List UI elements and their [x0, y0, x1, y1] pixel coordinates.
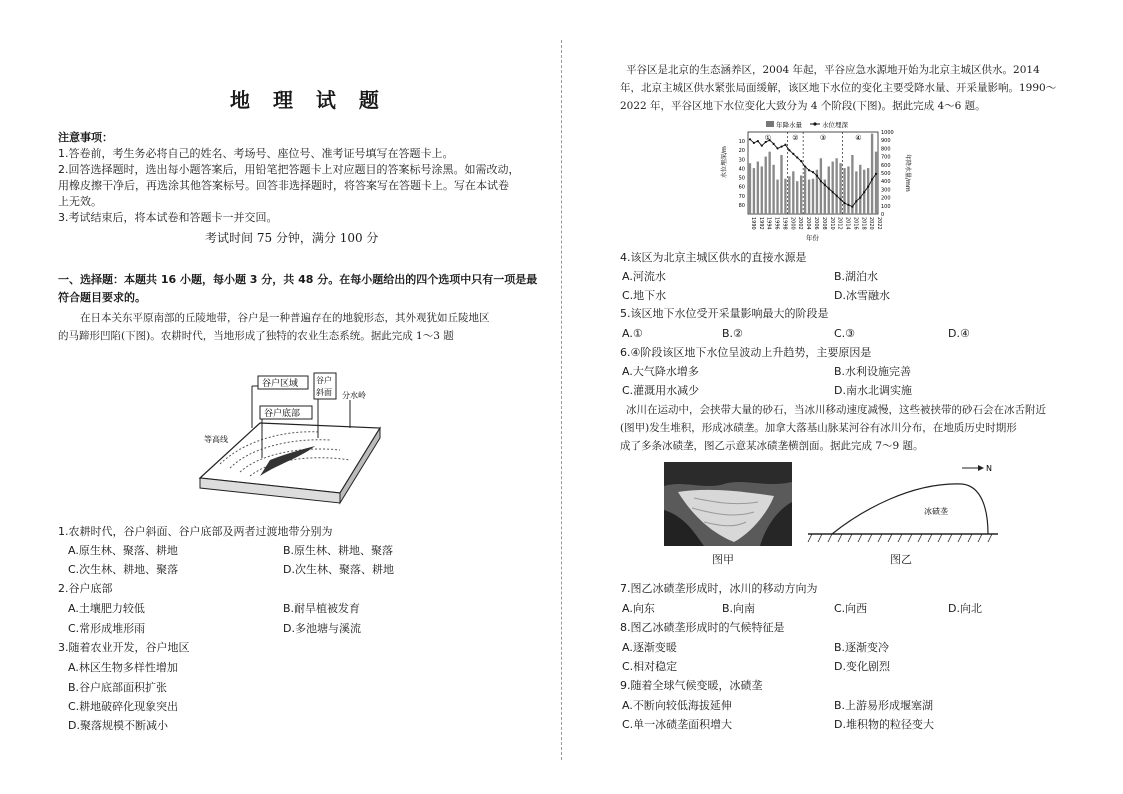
legend-depth: 水位埋深 [822, 121, 848, 129]
x-tick-label: 2002 [797, 217, 804, 230]
left-tick-label: 10 [738, 139, 745, 146]
depth-point [804, 166, 806, 168]
right-tick-label: 800 [881, 146, 891, 153]
x-tick-label: 2004 [805, 217, 812, 230]
exam-info: 考试时间 75 分钟，满分 100 分 [205, 231, 379, 245]
x-tick-label: 2016 [852, 217, 859, 230]
precip-bar [768, 152, 770, 214]
label-contour: 等高线 [204, 435, 228, 444]
photo-caption: 图甲 [712, 553, 734, 566]
label-watershed: 分水岭 [342, 391, 366, 400]
groundwater-chart [720, 118, 910, 243]
depth-point [847, 204, 849, 206]
precip-bar [796, 181, 798, 214]
precip-bar [784, 179, 786, 214]
precip-bar [835, 158, 837, 214]
option-a[interactable]: A.向东 [622, 602, 655, 615]
option-d[interactable]: D.多池塘与溪流 [283, 622, 361, 635]
stage-label: ② [792, 134, 799, 142]
question-stem: 5.该区地下水位受开采量影响最大的阶段是 [620, 307, 829, 320]
x-tick-label: 2012 [836, 217, 843, 230]
depth-point [788, 149, 790, 151]
question-stem: 8.图乙冰碛垄形成时的气候特征是 [620, 621, 785, 634]
option-a[interactable]: A.河流水 [622, 270, 666, 283]
option-a[interactable]: A.逐渐变暖 [622, 641, 677, 654]
x-tick-label: 2008 [820, 217, 827, 230]
precip-bar [875, 152, 877, 214]
precip-bar [812, 179, 814, 214]
precip-bar [757, 162, 759, 214]
option-a[interactable]: A.① [622, 327, 643, 340]
depth-point [816, 175, 818, 177]
right-tick-label: 700 [881, 154, 891, 161]
depth-point [757, 140, 759, 142]
option-d[interactable]: D.聚落规模不断减小 [68, 719, 168, 732]
x-tick-label: 2018 [860, 217, 867, 230]
label-bottom: 谷户底部 [264, 409, 301, 419]
depth-point [863, 191, 865, 193]
profile-label: 冰碛垄 [924, 507, 948, 516]
x-tick-label: 2014 [844, 217, 851, 230]
option-c[interactable]: C.灌溉用水减少 [622, 384, 700, 397]
option-b[interactable]: B.耐旱植被发育 [283, 602, 361, 615]
depth-point [800, 160, 802, 162]
page-title: 地 理 试 题 [230, 88, 387, 112]
notice-line: 上无效。 [58, 195, 102, 208]
intro-line: 冰川在运动中，会挟带大量的砂石，当冰川移动速度减慢，这些被挟带的砂石会在冰舌附近 [626, 404, 1046, 416]
x-tick-label: 2000 [789, 217, 796, 230]
depth-point [773, 143, 775, 145]
precip-bar [820, 158, 822, 214]
left-tick-label: 60 [738, 184, 745, 191]
depth-point [753, 142, 755, 144]
depth-point [824, 184, 826, 186]
section-heading: 符合题目要求的。 [58, 291, 146, 304]
option-c[interactable]: C.相对稳定 [622, 660, 678, 673]
precip-bar [749, 163, 751, 214]
profile-caption: 图乙 [890, 553, 912, 566]
precip-bar [847, 166, 849, 214]
x-tick-label: 1994 [765, 217, 772, 230]
option-a[interactable]: A.林区生物多样性增加 [68, 661, 178, 674]
legend-bar-swatch [766, 121, 774, 127]
depth-point [855, 200, 857, 202]
depth-point [859, 197, 861, 199]
precip-bar [832, 162, 834, 214]
left-tick-label: 20 [738, 148, 745, 155]
precip-bar [800, 175, 802, 214]
left-tick-label: 50 [738, 175, 745, 182]
depth-point [820, 180, 822, 182]
right-tick-label: 400 [881, 179, 891, 186]
legend-line-swatch [813, 122, 816, 125]
option-c[interactable]: C.单一冰碛垄面积增大 [622, 718, 733, 731]
question-stem: 3.随着农业开发，谷户地区 [58, 641, 190, 654]
depth-point [828, 187, 830, 189]
option-a[interactable]: A.大气降水增多 [622, 365, 699, 378]
option-c[interactable]: C.向西 [834, 602, 868, 615]
x-tick-label: 1998 [781, 217, 788, 230]
intro-line: 的马蹄形凹陷(下图)。农耕时代，当地形成了独特的农业生态系统。据此完成 1～3 题 [58, 330, 454, 342]
x-tick-label: 1990 [749, 217, 756, 230]
notice-line: 1.答卷前，考生务必将自己的姓名、考场号、座位号、准考证号填写在答题卡上。 [58, 147, 454, 160]
x-tick-label: 1992 [757, 217, 764, 230]
precip-bar [859, 165, 861, 214]
precip-bar [765, 157, 767, 214]
option-b[interactable]: B.水利设施完善 [834, 365, 912, 378]
y-axis-left-label: 水位埋深/m [721, 146, 728, 178]
option-a[interactable]: A.不断向较低海拔延伸 [622, 699, 732, 712]
yato-figure [190, 368, 390, 508]
option-b[interactable]: B.谷户底部面积扩张 [68, 681, 168, 694]
depth-point [812, 171, 814, 173]
left-tick-label: 40 [738, 166, 745, 173]
depth-point [839, 198, 841, 200]
option-b[interactable]: B.上游易形成堰塞湖 [834, 699, 934, 712]
intro-line: 平谷区是北京的生态涵养区，2004 年起，平谷应急水源地开始为北京主城区供水。2014 [626, 64, 1040, 76]
moraine-profile [802, 460, 1002, 550]
legend-precip: 年降水量 [776, 121, 802, 129]
precip-bar [839, 163, 841, 214]
question-stem: 9.随着全球气候变暖，冰碛垄 [620, 679, 763, 692]
option-c[interactable]: C.常形成堆形雨 [68, 622, 146, 635]
x-tick-label: 1996 [773, 217, 780, 230]
left-tick-label: 80 [738, 202, 745, 209]
depth-point [871, 178, 873, 180]
precip-bar [753, 168, 755, 214]
notice-heading: 注意事项： [58, 131, 113, 144]
intro-line: 在日本关东平原南部的丘陵地带，谷户是一种普遍存在的地貌形态，其外观犹如丘陵地区 [80, 312, 490, 324]
question-stem: 4.该区为北京主城区供水的直接水源是 [620, 251, 807, 264]
depth-point [796, 156, 798, 158]
option-d[interactable]: D.南水北调实施 [834, 384, 912, 397]
question-stem: 1.农耕时代，谷户斜面、谷户底部及两者过渡地带分别为 [58, 525, 333, 538]
option-d[interactable]: D.变化剧烈 [834, 660, 890, 673]
north-label: N [986, 464, 992, 473]
depth-point [792, 153, 794, 155]
option-c[interactable]: C.次生林、耕地、聚落 [68, 563, 179, 576]
depth-point [836, 195, 838, 197]
option-c[interactable]: C.地下水 [622, 289, 667, 302]
x-tick-label: 2006 [813, 217, 819, 230]
right-tick-label: 200 [881, 195, 891, 202]
left-tick-label: 30 [738, 157, 745, 164]
precip-bar [808, 180, 810, 214]
precip-bar [871, 134, 873, 214]
depth-point [776, 147, 778, 149]
left-tick-label: 70 [738, 193, 745, 200]
option-c[interactable]: C.③ [834, 327, 856, 340]
depth-point [784, 144, 786, 146]
depth-point [780, 145, 782, 147]
y-axis-right-label: 年降水量/mm [904, 154, 911, 192]
section-heading: 一、选择题：本题共 16 小题，每小题 3 分，共 48 分。在每小题给出的四个选项中只有一项是最 [58, 273, 538, 286]
label-slope-2: 斜面 [316, 388, 332, 397]
right-page [562, 0, 1123, 794]
stage-label: ③ [819, 134, 827, 142]
label-forest: 谷户区域 [262, 379, 299, 389]
x-tick-label: 2010 [828, 217, 835, 230]
right-tick-label: 500 [881, 171, 891, 177]
right-tick-label: 100 [881, 203, 891, 210]
notice-line: 用橡皮擦干净后，再选涂其他答案标号。回答非选择题时，将答案写在答题卡上。写在本试卷 [58, 179, 509, 192]
depth-point [761, 145, 763, 147]
right-tick-label: 600 [881, 162, 891, 169]
x-axis-label: 年份 [806, 234, 819, 242]
right-tick-label: 1000 [881, 130, 894, 136]
right-tick-label: 300 [881, 187, 891, 194]
option-b[interactable]: B.原生林、耕地、聚落 [283, 544, 394, 557]
option-b[interactable]: B.逐渐变冷 [834, 641, 890, 654]
depth-point [867, 186, 869, 188]
question-stem: 2.谷户底部 [58, 582, 113, 595]
option-c[interactable]: C.耕地破碎化现象突出 [68, 700, 179, 713]
precip-bar [792, 171, 794, 214]
precip-bar [828, 166, 830, 214]
precip-bar [780, 155, 782, 214]
depth-point [808, 169, 810, 171]
intro-line: 2022 年，平谷区地下水位变化大致分为 4 个阶段(下图)。据此完成 4～6 题。 [620, 100, 986, 112]
option-b[interactable]: B.② [722, 327, 743, 340]
option-a[interactable]: A.原生林、聚落、耕地 [68, 544, 178, 557]
question-stem: 6.④阶段该区地下水位呈波动上升趋势，主要原因是 [620, 346, 872, 359]
stage-label: ① [764, 134, 771, 142]
option-d[interactable]: D.向北 [948, 602, 982, 615]
option-a[interactable]: A.土壤肥力较低 [68, 602, 145, 615]
depth-point [875, 173, 877, 175]
depth-point [832, 191, 834, 193]
x-tick-label: 2022 [876, 217, 883, 230]
right-tick-label: 900 [881, 138, 891, 145]
option-d[interactable]: D.冰雪融水 [834, 289, 890, 302]
depth-point [851, 206, 853, 208]
notice-line: 2.回答选择题时，选出每小题答案后，用铅笔把答题卡上对应题目的答案标号涂黑。如需改动， [58, 163, 520, 176]
depth-point [749, 138, 751, 140]
right-tick-label: 0 [881, 212, 885, 218]
precip-bar [867, 168, 869, 214]
notice-line: 3.考试结束后，将本试卷和答题卡一并交回。 [58, 211, 278, 224]
glacier-photo [664, 462, 792, 546]
intro-line: 成了多条冰碛垄，图乙示意某冰碛垄横剖面。据此完成 7～9 题。 [620, 440, 924, 452]
precip-bar [788, 176, 790, 214]
intro-line: 年，北京主城区供水紧张局面缓解，该区地下水位的变化主要受降水量、开采量影响。1990～ [620, 82, 1057, 94]
x-tick-label: 2020 [868, 217, 875, 230]
label-slope-1: 谷户 [316, 376, 332, 385]
left-page [0, 0, 561, 794]
option-d[interactable]: D.次生林、聚落、耕地 [283, 563, 394, 576]
depth-point [843, 202, 845, 204]
precip-bar [804, 168, 806, 214]
option-b[interactable]: B.向南 [722, 602, 756, 615]
precip-bar [855, 171, 857, 214]
precip-bar [772, 165, 774, 214]
option-b[interactable]: B.湖泊水 [834, 270, 879, 283]
precip-bar [761, 166, 763, 214]
option-d[interactable]: D.堆积物的粒径变大 [834, 718, 934, 731]
precip-bar [776, 180, 778, 214]
question-stem: 7.图乙冰碛垄形成时，冰川的移动方向为 [620, 582, 818, 595]
precip-bar [843, 168, 845, 214]
intro-line: (图甲)发生堆积，形成冰碛垄。加拿大落基山脉某河谷有冰川分布，在地质历史时期形 [620, 422, 1017, 434]
stage-label: ④ [855, 134, 862, 142]
option-d[interactable]: D.④ [948, 327, 970, 340]
